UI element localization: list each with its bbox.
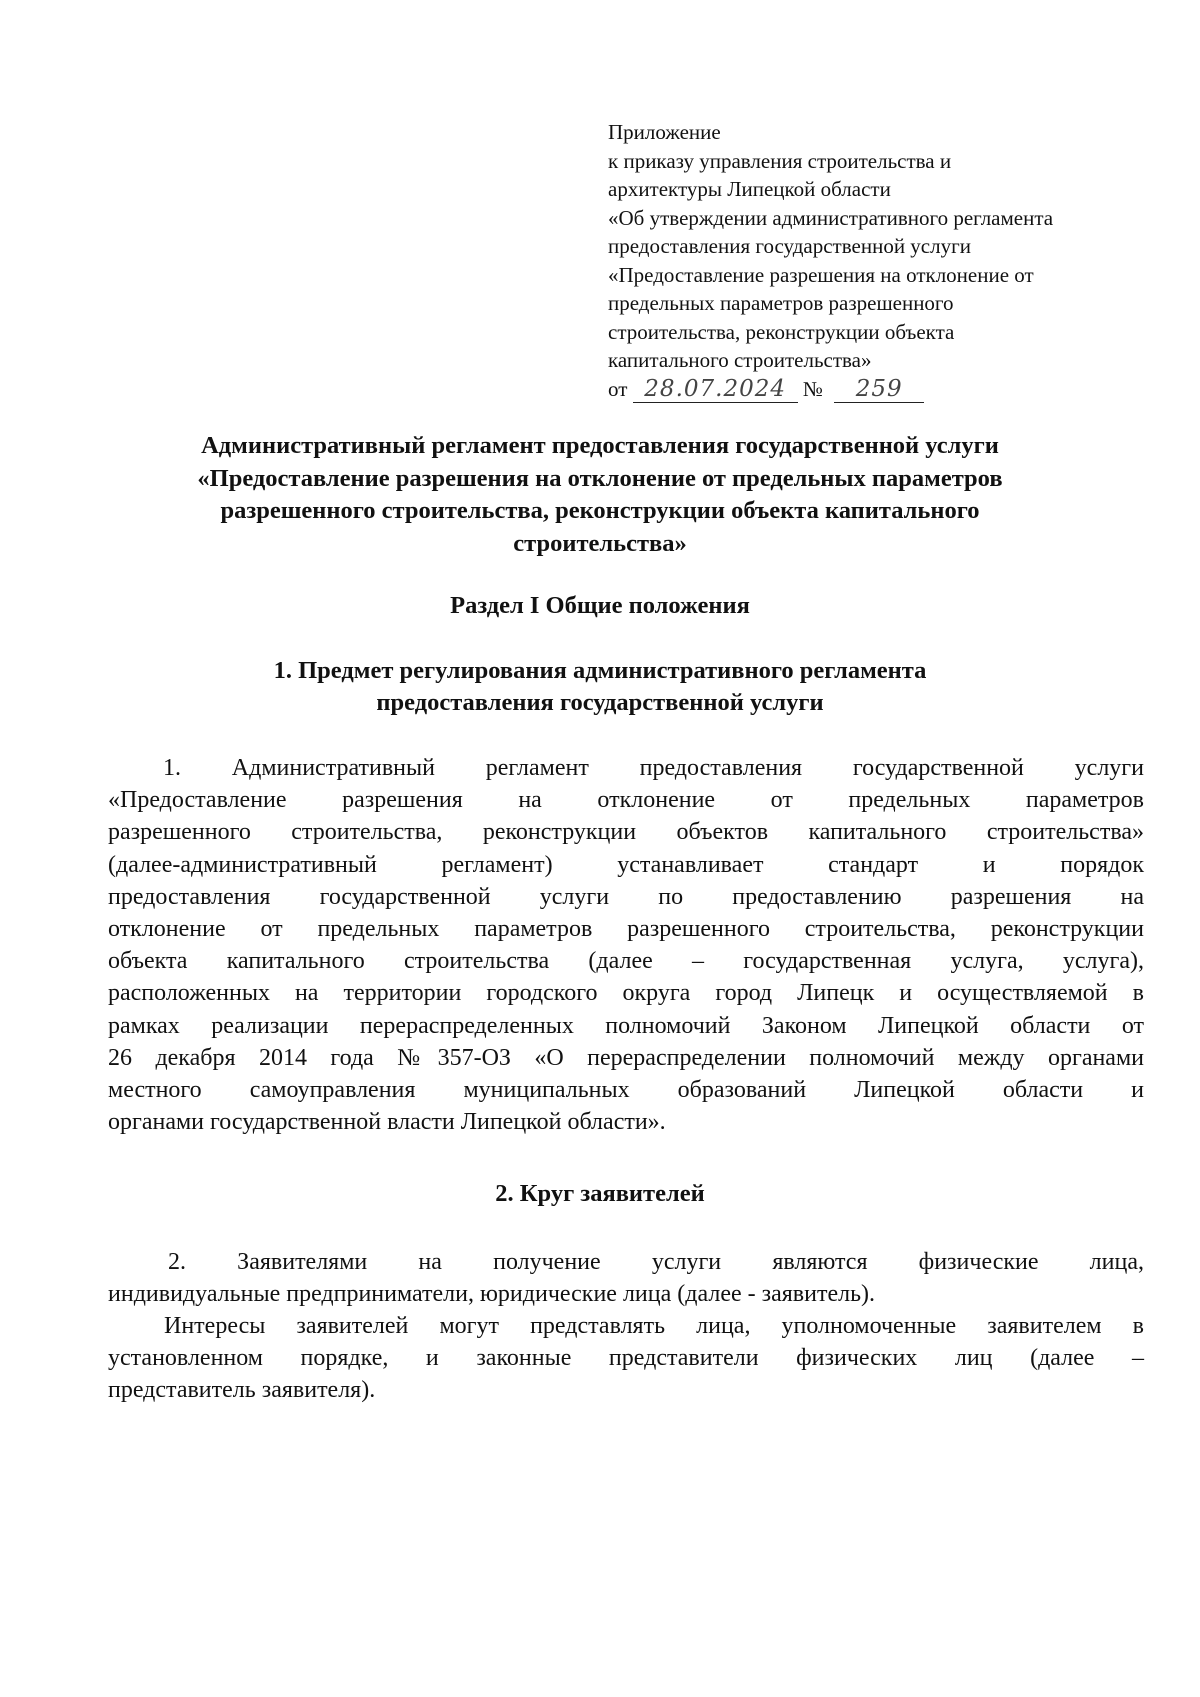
number-prefix: № [802,376,823,401]
paragraph-line: Интересы заявителей могут представлять лица, уполномоченные заявителем в [164,1313,1144,1339]
annex-line: архитектуры Липецкой области [608,177,891,201]
paragraph-line: предоставления государственной услуги по предоставлению разрешения на [108,883,1144,910]
annex-line: строительства, реконструкции объекта [608,319,955,344]
annex-line: капитального строительства» [608,348,872,372]
handwritten-number: 259 [834,376,924,403]
order-date-number-line [608,375,1168,404]
paragraph-line: индивидуальные предприниматели, юридические лица (далее - заявитель). [108,1281,876,1308]
paragraph-3 [108,1310,1144,1407]
annex-line: «Предоставление разрешения на отклонение от [608,262,1034,287]
paragraph-line: установленном порядке, и законные представители физических лиц (далее – [108,1345,1144,1372]
title-line: «Предоставление разрешения на отклонение от предельных параметров [197,464,1003,492]
paragraph-1 [108,752,1144,1138]
paragraph-line: отклонение от предельных параметров разрешенного строительства, реконструкции [108,916,1144,943]
title-line: Административный регламент предоставления государственной услуги [201,432,999,459]
paragraph-2 [108,1246,1144,1310]
paragraph-line: «Предоставление разрешения на отклонение от предельных параметров [108,787,1144,814]
paragraph-line: 1. Административный регламент предоставления государственной услуги [163,755,1144,781]
title-line: строительства» [513,529,687,557]
paragraph-line: 2. Заявителями на получение услуги являются физические лица, [168,1249,1144,1275]
paragraph-line: органами государственной власти Липецкой области». [108,1109,666,1136]
subsection-heading-2: 2. Круг заявителей [495,1180,705,1207]
subsection-heading-1 [100,655,1100,719]
annex-line: предельных параметров разрешенного [608,291,954,315]
paragraph-line: представитель заявителя). [108,1377,376,1404]
title-line: разрешенного строительства, реконструкции объекта капитального [220,497,980,524]
document-title [100,430,1100,560]
annex-block [608,118,1168,403]
paragraph-line: местного самоуправления муниципальных образований Липецкой области и [108,1077,1144,1104]
annex-line: предоставления государственной услуги [608,234,971,258]
subsection-heading-line: 1. Предмет регулирования административного регламента [273,657,927,684]
handwritten-date: 28.07.2024 [633,376,798,403]
paragraph-line: 26 декабря 2014 года №357-ОЗ «О перераспределении полномочий между органами [108,1044,1144,1071]
paragraph-line: расположенных на территории городского округа город Липецк и осуществляемой в [108,980,1144,1007]
paragraph-line: разрешенного строительства, реконструкции объектов капитального строительства» [108,819,1144,846]
annex-line: «Об утверждении административного регламента [608,205,1054,230]
annex-line: к приказу управления строительства и [608,148,952,173]
subsection-heading-line: предоставления государственной услуги [376,689,824,716]
annex-line: Приложение [608,120,721,144]
date-prefix: от [608,376,628,401]
paragraph-line: объекта капитального строительства (далее – государственная услуга, услуга), [108,948,1144,975]
section-heading: Раздел I Общие положения [450,592,750,619]
paragraph-line: (далее-административный регламент) устанавливает стандарт и порядок [108,851,1144,878]
paragraph-line: рамках реализации перераспределенных полномочий Законом Липецкой области от [108,1012,1144,1039]
